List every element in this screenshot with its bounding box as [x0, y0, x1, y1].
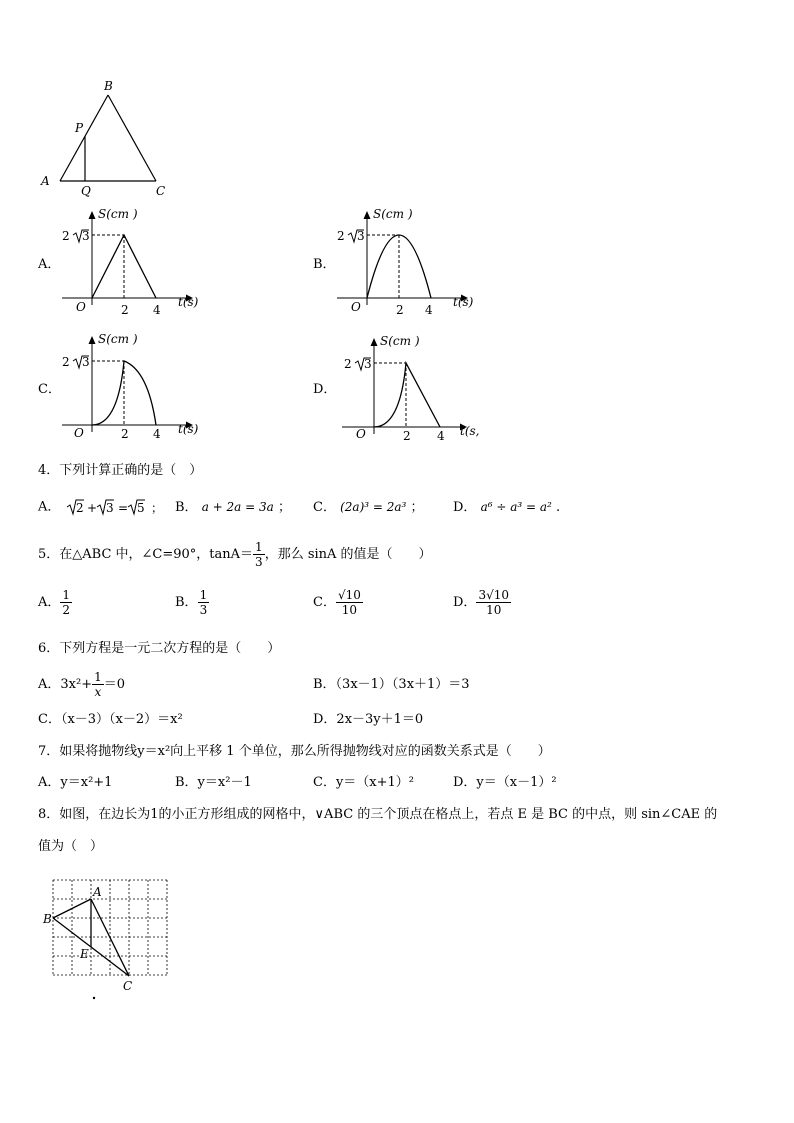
point-c-label: C [123, 979, 133, 993]
point-a-label: A [93, 885, 102, 899]
graph-option-d-label: D． [313, 382, 337, 397]
q5-stem-frac-num: 1 [255, 540, 263, 554]
graph-option-c-label: C． [38, 382, 61, 397]
q5-stem-frac [253, 540, 265, 569]
origin-label: O [356, 427, 366, 441]
q4-a-expr [65, 497, 177, 517]
peak-value-root: 3 [357, 229, 365, 243]
q5-stem-pre: 5．在△ABC 中，∠C=90°，tanA＝ [38, 547, 254, 562]
q4-option-a [38, 497, 177, 517]
graph-c [58, 330, 208, 442]
x-axis-label: t(s) [178, 295, 199, 309]
origin-label: O [74, 426, 84, 440]
origin-label: O [351, 300, 361, 314]
q8-stem-line2: 值为（ ） [38, 839, 104, 854]
q4-a-end: ； [150, 501, 163, 515]
q7-option-b: B．y＝x²－1 [175, 775, 252, 790]
graph-a [58, 205, 208, 315]
y-axis-label: S(cm ) [98, 207, 138, 221]
q4-option-d [453, 498, 560, 517]
vertex-a-label: A [41, 174, 50, 188]
q6-a-frac [92, 670, 104, 699]
q7-option-c: C．y＝（x+1）² [313, 775, 414, 790]
q7-stem: 7．如果将抛物线y＝x²向上平移 1 个单位，那么所得抛物线对应的函数关系式是（ ） [38, 744, 551, 759]
y-axis-arrow-icon [89, 211, 96, 219]
vertex-c-label: C [156, 184, 166, 198]
y-axis-label: S(cm ) [380, 334, 420, 348]
y-axis-arrow-icon [364, 211, 371, 219]
x-axis-label: t(s) [178, 422, 199, 436]
peak-value-root: 3 [82, 355, 90, 369]
q4-d-label: D． [453, 500, 477, 515]
q4-a-plus: + [86, 501, 97, 515]
q4-a-rad1: 2 [75, 501, 84, 515]
peak-value-root: 3 [364, 357, 372, 371]
tick-4: 4 [153, 303, 161, 315]
q6-a-pre: 3x²+ [60, 677, 93, 692]
q7-option-d: D．y＝（x－1）² [453, 775, 557, 790]
q4-a-eq: = [117, 501, 128, 515]
tick-2: 2 [121, 427, 129, 441]
graph-d [338, 330, 488, 442]
vertex-b-label: B [104, 79, 113, 93]
q6-a-label: A． [38, 677, 61, 692]
graph-option-b-label: B． [313, 257, 336, 272]
point-p-label: P [75, 121, 84, 135]
side-ab [60, 95, 108, 181]
q5-c-frac [336, 588, 363, 617]
q5-a-label: A． [38, 595, 61, 610]
q5-stem [38, 537, 432, 573]
peak-value-coef: 2 [62, 229, 70, 243]
q8-stem-line1: 8．如图，在边长为1的小正方形组成的网格中，∨ABC 的三个顶点在格点上，若点 E 是 BC 的中点，则 sin∠CAE 的 [38, 807, 718, 822]
q5-a-num: 1 [62, 588, 71, 602]
point-q-label: Q [81, 184, 91, 198]
q5-d-den: 10 [486, 603, 502, 617]
tick-2: 2 [121, 303, 129, 315]
q4-d-expr: a⁶ ÷ a³ = a² [480, 500, 552, 514]
point-e-label: E [80, 947, 89, 961]
y-axis-label: S(cm ) [98, 332, 138, 346]
q5-c-num: √10 [337, 588, 361, 602]
q4-stem: 4．下列计算正确的是（ ） [38, 463, 203, 478]
q5-c-label: C． [313, 595, 336, 610]
q5-a-den: 2 [62, 603, 71, 617]
q6-option-c: C．（x－3）（x－2）＝x² [38, 712, 183, 727]
q5-b-label: B． [175, 595, 198, 610]
stray-dot [93, 997, 95, 999]
q6-stem: 6．下列方程是一元二次方程的是（ ） [38, 641, 281, 656]
peak-value-root: 3 [82, 229, 90, 243]
graph-b [333, 205, 483, 315]
q4-d-end: . [555, 500, 561, 515]
q5-option-c [313, 585, 363, 621]
q6-a-post: ＝0 [103, 677, 126, 692]
peak-value-coef: 2 [337, 229, 345, 243]
q4-a-rad3: 5 [136, 501, 145, 515]
q4-a-label: A． [38, 499, 61, 515]
q6-a-den: x [94, 685, 102, 699]
peak-value-coef: 2 [344, 357, 352, 371]
q4-c-expr: (2a)³ = 2a³ [340, 500, 407, 514]
q5-a-frac [60, 588, 72, 617]
q4-option-b [175, 498, 291, 517]
q5-d-num: 3√10 [478, 588, 509, 602]
q4-c-label: C． [313, 500, 336, 515]
side-bc [108, 95, 156, 181]
q5-b-den: 3 [199, 603, 208, 617]
y-axis-arrow-icon [371, 338, 378, 346]
tick-2: 2 [403, 429, 411, 442]
tick-4: 4 [437, 429, 445, 442]
q4-c-end: ； [410, 500, 424, 515]
grid-figure [40, 872, 175, 1002]
triangle-figure [30, 75, 180, 200]
q6-option-b: B．（3x－1）（3x＋1）＝3 [313, 677, 470, 692]
q6-a-num: 1 [94, 670, 102, 684]
q4-option-c [313, 498, 424, 517]
tick-2: 2 [396, 303, 404, 315]
q4-b-label: B． [175, 500, 198, 515]
curve-d [374, 363, 440, 427]
q5-stem-frac-den: 3 [255, 555, 263, 569]
point-b-label: B [43, 912, 52, 926]
q5-option-d [453, 585, 511, 621]
q5-b-frac [198, 588, 210, 617]
q5-d-label: D． [453, 595, 477, 610]
peak-value-coef: 2 [62, 355, 70, 369]
graph-option-a-label: A． [38, 257, 61, 272]
q5-stem-post: ，那么 sinA 的值是（ ） [264, 547, 432, 562]
q4-b-end: ； [277, 500, 291, 515]
q5-c-den: 10 [341, 603, 358, 617]
q5-b-num: 1 [199, 588, 208, 602]
x-axis-label: t(s, [460, 424, 480, 438]
q7-option-a: A．y＝x²+1 [38, 775, 113, 790]
origin-label: O [76, 300, 86, 314]
y-axis-arrow-icon [89, 336, 96, 344]
q4-b-expr: a + 2a = 3a [201, 500, 274, 514]
x-axis-label: t(s) [453, 295, 474, 309]
q4-a-rad2: 3 [105, 501, 114, 515]
y-axis-label: S(cm ) [373, 207, 413, 221]
q5-d-frac [476, 588, 511, 617]
q6-option-d: D．2x－3y＋1＝0 [313, 712, 424, 727]
q5-option-b [175, 585, 209, 621]
q6-option-a [38, 667, 125, 703]
tick-4: 4 [425, 303, 433, 315]
q5-option-a [38, 585, 72, 621]
tick-4: 4 [153, 427, 161, 441]
